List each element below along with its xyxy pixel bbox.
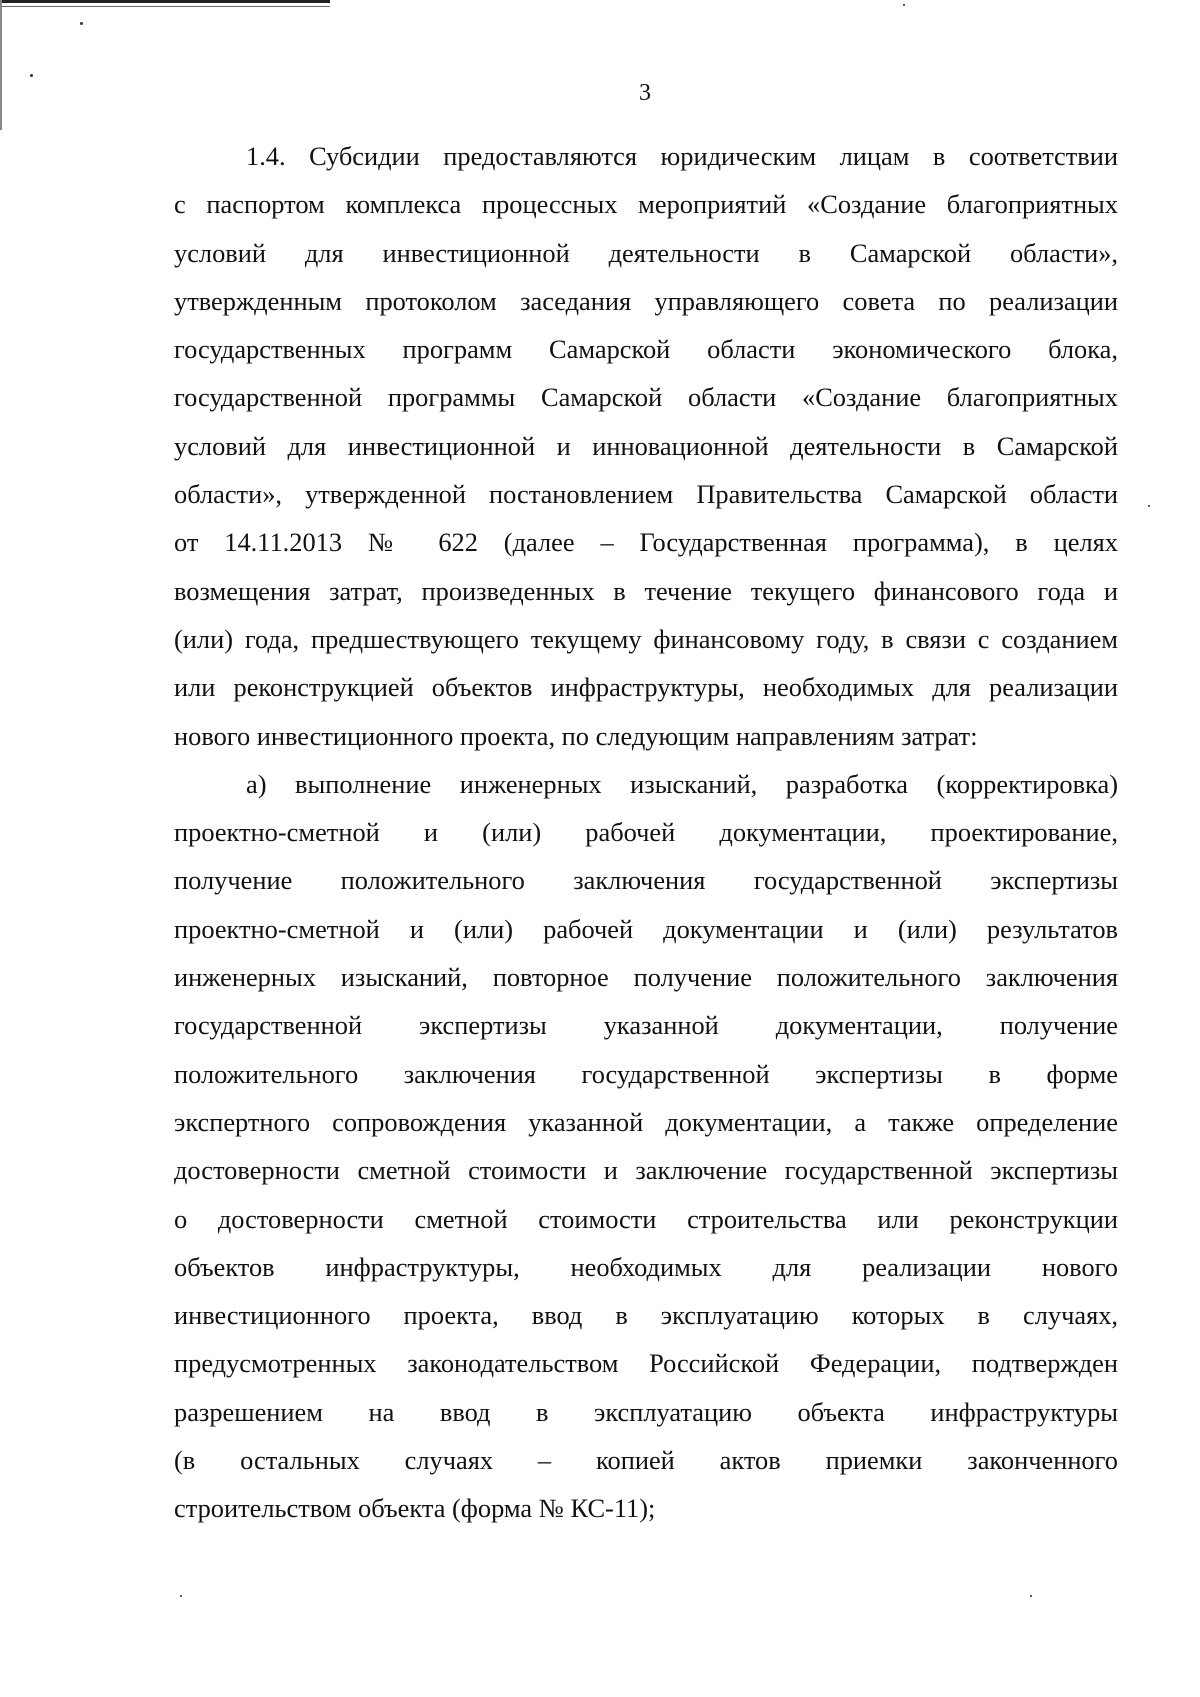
text-line: возмещения затрат, произведенных в течение текущего финансового года и [174, 575, 1118, 606]
text-line: экспертного сопровождения указанной документации, а также определение [174, 1106, 1118, 1137]
page-number: 3 [639, 80, 651, 106]
scan-speck [903, 4, 905, 6]
text-line: 1.4. Субсидии предоставляются юридическим лицам в соответствии [246, 141, 1118, 171]
text-line: государственной программы Самарской области «Создание благоприятных [174, 382, 1118, 413]
text-line: а) выполнение инженерных изысканий, разработка (корректировка) [246, 768, 1118, 799]
text-line: условий для инвестиционной деятельности в Самарской области», [174, 237, 1118, 268]
text-line: государственных программ Самарской области экономического блока, [174, 334, 1118, 365]
scan-speck [30, 74, 33, 77]
text-line: области», утвержденной постановлением Правительства Самарской области [174, 479, 1118, 510]
text-line: условий для инвестиционной и инновационной деятельности в Самарской [174, 430, 1118, 461]
text-line: инвестиционного проекта, ввод в эксплуатацию которых в случаях, [174, 1300, 1118, 1331]
text-line: достоверности сметной стоимости и заключение государственной экспертизы [174, 1155, 1118, 1186]
text-line: инженерных изысканий, повторное получение положительного заключения [174, 962, 1118, 993]
scan-border-left [0, 0, 2, 130]
text-line: разрешением на ввод в эксплуатацию объекта инфраструктуры [174, 1396, 1118, 1427]
scan-border-top [0, 0, 330, 3]
text-line: положительного заключения государственной экспертизы в форме [174, 1058, 1118, 1089]
text-line: проектно-сметной и (или) рабочей документации, проектирование, [174, 817, 1118, 848]
scan-speck [180, 1595, 182, 1597]
text-line: (или) года, предшествующего текущему финансовому году, в связи с созданием [174, 623, 1118, 654]
text-line: или реконструкцией объектов инфраструктуры, необходимых для реализации [174, 672, 1118, 703]
text-line: получение положительного заключения государственной экспертизы [174, 865, 1118, 896]
text-line: о достоверности сметной стоимости строительства или реконструкции [174, 1203, 1118, 1234]
text-line: строительством объекта (форма № КС-11); [174, 1493, 656, 1524]
text-line: объектов инфраструктуры, необходимых для реализации нового [174, 1251, 1118, 1282]
text-line: нового инвестиционного проекта, по следующим направлениям затрат: [174, 720, 978, 751]
scan-speck [1148, 505, 1150, 507]
scan-speck [80, 22, 83, 25]
text-line: (в остальных случаях – копией актов приемки законченного [174, 1445, 1118, 1476]
text-line: проектно-сметной и (или) рабочей документации и (или) результатов [174, 913, 1118, 944]
scan-border-top-thin [0, 6, 330, 7]
scan-speck [1030, 1595, 1032, 1597]
text-line: с паспортом комплекса процессных мероприятий «Создание благоприятных [174, 189, 1118, 220]
text-line: предусмотренных законодательством Российской Федерации, подтвержден [174, 1348, 1118, 1379]
text-line: утвержденным протоколом заседания управляющего совета по реализации [174, 285, 1118, 316]
text-line: государственной экспертизы указанной документации, получение [174, 1010, 1118, 1041]
document-body [174, 132, 1118, 1533]
text-line: от 14.11.2013 № 622 (далее – Государственная программа), в целях [174, 527, 1118, 558]
